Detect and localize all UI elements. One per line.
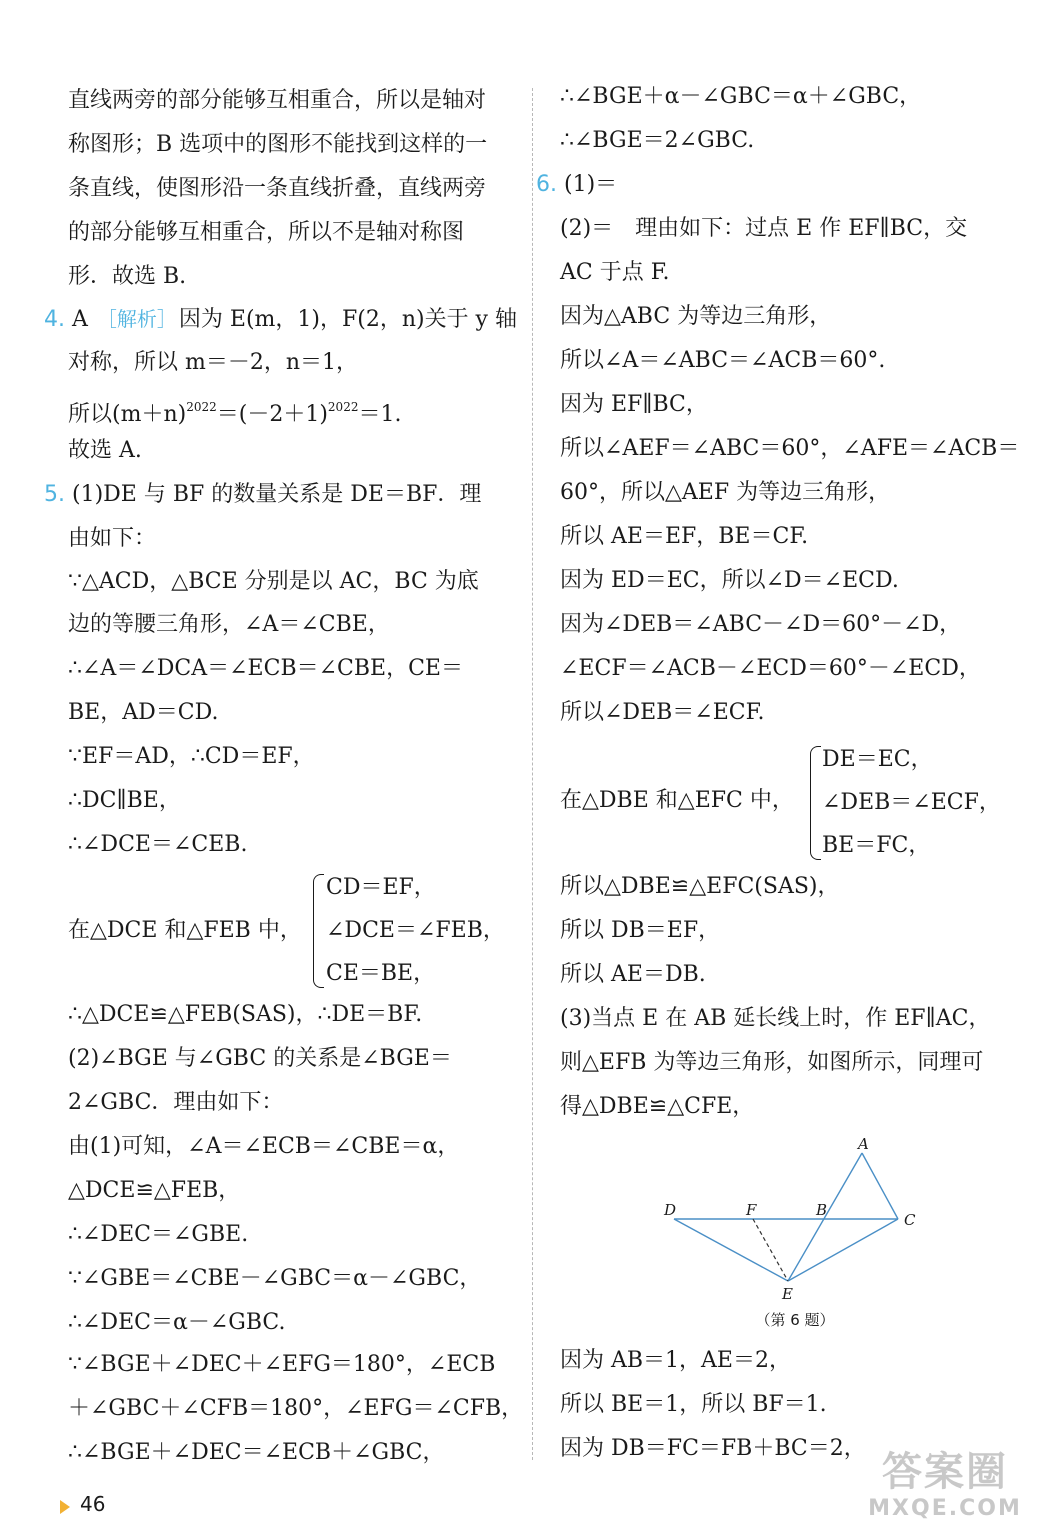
answer: A xyxy=(72,307,88,332)
text-line: 60°，所以△AEF 为等边三角形， xyxy=(560,480,891,505)
text-line: ∴∠DEC＝∠GBE. xyxy=(68,1222,249,1247)
geometry-figure xyxy=(660,1135,930,1335)
text-line: 因为 DB＝FC＝FB＋BC＝2， xyxy=(560,1436,866,1461)
label-C: C xyxy=(904,1211,916,1229)
label-D: D xyxy=(664,1201,677,1219)
text-line: 所以 AE＝EF，BE＝CF. xyxy=(560,524,809,549)
brace-label: 在△DCE 和△FEB 中， xyxy=(68,918,302,943)
text-line: 的部分能够互相重合，所以不是轴对称图 xyxy=(68,220,465,245)
formula-line: 所以$(m+n)^{2022}=(-2+1)^{2022}=1$. xyxy=(68,400,402,427)
watermark xyxy=(860,1448,1030,1528)
text-line: 所以 BE＝1，所以 BF＝1. xyxy=(560,1392,827,1417)
text-line: 则△EFB 为等边三角形，如图所示，同理可 xyxy=(560,1050,984,1075)
text-line: 所以 AE＝DB. xyxy=(560,962,706,987)
text-line: 直线两旁的部分能够互相重合，所以是轴对 xyxy=(68,88,487,113)
text-line: (2)∠BGE 与∠GBC 的关系是∠BGE＝ xyxy=(68,1046,452,1071)
text-line: 所以 DB＝EF， xyxy=(560,918,721,943)
text-line: 由如下： xyxy=(68,526,157,551)
triangle-diagram xyxy=(660,1135,930,1305)
label-B: B xyxy=(816,1201,828,1219)
text-line: (1)DE 与 BF 的数量关系是 DE＝BF．理 xyxy=(72,482,482,507)
brace-items xyxy=(822,738,1001,867)
text-line: ＋∠GBC＋∠CFB＝180°，∠EFG＝∠CFB， xyxy=(68,1396,524,1421)
question-6-start xyxy=(536,168,617,202)
column-divider xyxy=(532,88,533,1460)
brace-item: CE＝BE， xyxy=(326,961,436,986)
text-line: ∴∠BGE＋∠DEC＝∠ECB＋∠GBC， xyxy=(68,1440,445,1465)
brace-item: BE＝FC， xyxy=(822,833,931,858)
watermark-logo: 答案圈 xyxy=(882,1449,1008,1495)
text-line: ∴DC∥BE， xyxy=(68,788,181,813)
brace-label: 在△DBE 和△EFC 中， xyxy=(560,788,794,813)
label-E: E xyxy=(782,1285,793,1303)
question-number: 6. xyxy=(536,172,557,197)
line-AC xyxy=(862,1153,898,1219)
text-line: ∵∠BGE＋∠DEC＋∠EFG＝180°，∠ECB xyxy=(68,1352,496,1377)
brace-items xyxy=(326,866,505,995)
text-line: 称图形；B 选项中的图形不能找到这样的一 xyxy=(68,132,488,157)
figure-caption: （第 6 题） xyxy=(755,1311,835,1329)
text-line: ∠ECF＝∠ACB－∠ECD＝60°－∠ECD， xyxy=(560,656,981,681)
text-line: 形．故选 B. xyxy=(68,264,187,289)
brace-item: DE＝EC， xyxy=(822,747,933,772)
text-line: 对称，所以 m＝－2，n＝1， xyxy=(68,350,359,375)
question-5-start xyxy=(44,478,481,512)
brace-item: ∠DCE＝∠FEB， xyxy=(326,918,505,943)
text-line: 条直线，使图形沿一条直线折叠，直线两旁 xyxy=(68,176,487,201)
text-line: BE，AD＝CD. xyxy=(68,700,219,725)
text-line: ∴△DCE≌△FEB(SAS)，∴DE＝BF. xyxy=(68,1002,423,1027)
text-line: 因为 AB＝1，AE＝2， xyxy=(560,1348,791,1373)
label-A: A xyxy=(858,1135,869,1153)
text-line: 得△DBE≌△CFE， xyxy=(560,1094,755,1119)
text-line: (3)当点 E 在 AB 延长线上时，作 EF∥AC， xyxy=(560,1006,991,1031)
text-line: ∴∠DEC＝α－∠GBC. xyxy=(68,1310,286,1335)
line-CE xyxy=(788,1219,898,1281)
text-line: 所以△DBE≌△EFC(SAS)， xyxy=(560,874,840,899)
brace-system xyxy=(68,866,520,996)
text-line: ∴∠BGE＋α－∠GBC＝α＋∠GBC， xyxy=(560,84,922,109)
text-line: 因为 E(m，1)，F(2，n)关于 y 轴 xyxy=(178,307,517,332)
text-line: △DCE≌△FEB， xyxy=(68,1178,241,1203)
question-4 xyxy=(44,302,517,336)
text-line: 因为 ED＝EC，所以∠D＝∠ECD. xyxy=(560,568,899,593)
text-line: 所以∠A＝∠ABC＝∠ACB＝60°. xyxy=(560,348,886,373)
brace-icon xyxy=(313,874,324,988)
brace-item: ∠DEB＝∠ECF， xyxy=(822,790,1001,815)
text-line: 因为∠DEB＝∠ABC－∠D＝60°－∠D， xyxy=(560,612,962,637)
text-line: (1)＝ xyxy=(564,172,618,197)
text-line: ∵∠GBE＝∠CBE－∠GBC＝α－∠GBC， xyxy=(68,1266,482,1291)
page-marker-icon xyxy=(60,1500,70,1514)
brace-icon xyxy=(810,746,821,860)
text-line: 所以∠AEF＝∠ABC＝60°，∠AFE＝∠ACB＝ xyxy=(560,436,1020,461)
label-F: F xyxy=(746,1201,757,1219)
text-line: ∵△ACD，△BCE 分别是以 AC，BC 为底 xyxy=(68,569,479,594)
text-line: 2∠GBC．理由如下： xyxy=(68,1090,284,1115)
page-number: 46 xyxy=(80,1492,106,1516)
text-line: ∴∠A＝∠DCA＝∠ECB＝∠CBE，CE＝ xyxy=(68,656,463,681)
text-line: ∴∠DCE＝∠CEB. xyxy=(68,832,248,857)
watermark-url: MXQE.COM xyxy=(868,1496,1022,1521)
text-line: 因为 EF∥BC， xyxy=(560,392,708,417)
text-line: AC 于点 F. xyxy=(560,260,670,285)
question-number: 5. xyxy=(44,482,65,507)
analysis-tag: ［解析］ xyxy=(96,307,177,331)
brace-item: CD＝EF， xyxy=(326,875,436,900)
text-line: 因为△ABC 为等边三角形， xyxy=(560,304,832,329)
brace-system xyxy=(560,738,1010,868)
text-line: 边的等腰三角形，∠A＝∠CBE， xyxy=(68,612,390,637)
text-line: 所以∠DEB＝∠ECF. xyxy=(560,700,765,725)
text-line: ∴∠BGE＝2∠GBC. xyxy=(560,128,755,153)
question-number: 4. xyxy=(44,307,65,332)
text-line: 故选 A. xyxy=(68,438,142,463)
text-line: ∵EF＝AD，∴CD＝EF， xyxy=(68,744,315,769)
text-line: (2)＝ 理由如下：过点 E 作 EF∥BC，交 xyxy=(560,216,968,241)
text-line: 由(1)可知，∠A＝∠ECB＝∠CBE＝α， xyxy=(68,1134,460,1159)
